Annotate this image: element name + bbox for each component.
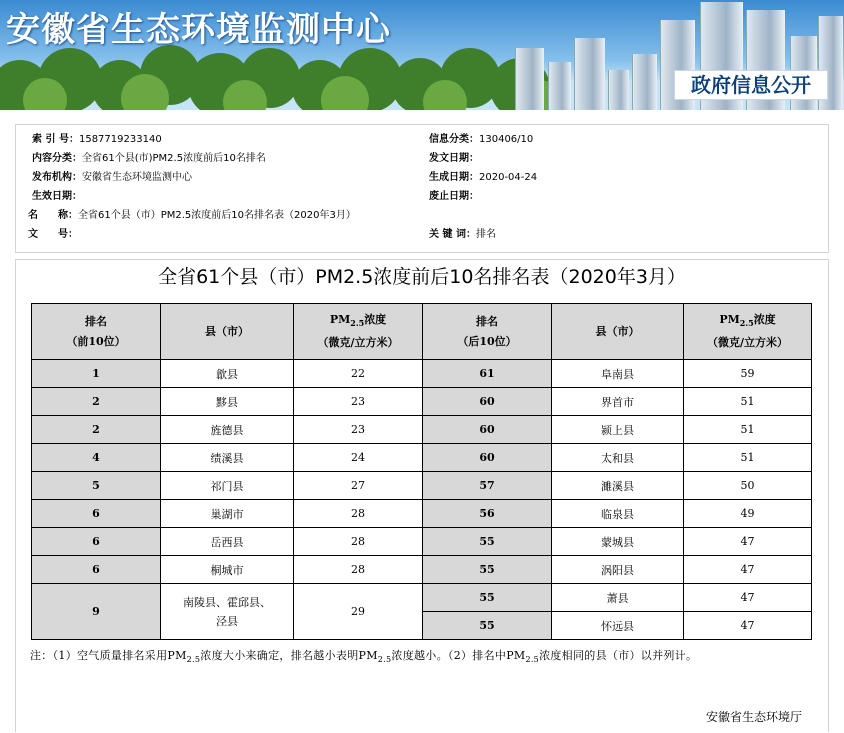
county-cell: 怀远县 — [552, 612, 684, 640]
value-cell: 28 — [294, 500, 423, 528]
header-pm25: $PM_{2.5}$浓度 （微克/立方米） — [294, 304, 423, 360]
document-info-box — [15, 124, 829, 253]
value-cell: 24 — [294, 444, 423, 472]
county-cell: 濉溪县 — [552, 472, 684, 500]
info-doc-number: 文 号： — [28, 229, 78, 240]
info-category: 信息分类：130406/10 — [429, 134, 534, 145]
table-row — [32, 556, 812, 584]
header-pm25: $PM_{2.5}$浓度 （微克/立方米） — [684, 304, 812, 360]
table-row — [32, 416, 812, 444]
header-county: 县（市） — [161, 304, 294, 360]
table-header-row — [32, 304, 812, 360]
value-cell: 51 — [684, 388, 812, 416]
rank-cell: 1 — [32, 360, 161, 388]
county-cell: 南陵县、霍邱县、 泾县 — [161, 584, 294, 640]
county-cell: 岳西县 — [161, 528, 294, 556]
rank-cell: 6 — [32, 528, 161, 556]
building — [632, 54, 657, 110]
table-row — [32, 360, 812, 388]
rank-cell: 2 — [32, 416, 161, 444]
county-cell: 临泉县 — [552, 500, 684, 528]
county-cell: 太和县 — [552, 444, 684, 472]
info-index: 索 引 号：1587719233140 — [32, 134, 162, 145]
footnote: 注：（1）空气质量排名采用$PM_{2.5}$浓度大小来确定，排名越小表明$PM_{2.5}$浓度越小。（2）排名中$PM_{2.5}$浓度相同的县（市）以并列计。 — [30, 649, 698, 665]
value-cell: 51 — [684, 416, 812, 444]
value-cell: 47 — [684, 528, 812, 556]
rank-cell: 60 — [423, 416, 552, 444]
rank-cell: 55 — [423, 528, 552, 556]
header-county: 县（市） — [552, 304, 684, 360]
rank-cell: 2 — [32, 388, 161, 416]
value-cell: 27 — [294, 472, 423, 500]
table-title: 全省61个县（市）PM2.5浓度前后10名排名表（2020年3月） — [158, 266, 686, 288]
info-content-type: 内容分类：全省61个县(市)PM2.5浓度前后10名排名 — [32, 153, 266, 164]
county-cell: 黟县 — [161, 388, 294, 416]
info-keywords: 关 键 词：排名 — [429, 229, 496, 240]
value-cell: 23 — [294, 388, 423, 416]
rank-cell: 61 — [423, 360, 552, 388]
value-cell: 47 — [684, 612, 812, 640]
header-rank-bottom: 排名 （后10位） — [423, 304, 552, 360]
county-cell: 颍上县 — [552, 416, 684, 444]
county-cell: 阜南县 — [552, 360, 684, 388]
rank-cell: 6 — [32, 556, 161, 584]
value-cell: 29 — [294, 584, 423, 640]
info-issue-date: 发文日期： — [429, 153, 479, 164]
value-cell: 47 — [684, 584, 812, 612]
table-row — [32, 500, 812, 528]
info-name: 名 称：全省61个县（市）PM2.5浓度前后10名排名表（2020年3月） — [28, 210, 356, 221]
info-issuer: 发布机构：安徽省生态环境监测中心 — [32, 172, 192, 183]
rank-cell: 57 — [423, 472, 552, 500]
rank-cell: 55 — [423, 612, 552, 640]
site-title: 安徽省生态环境监测中心 — [6, 10, 391, 50]
value-cell: 49 — [684, 500, 812, 528]
rank-cell: 6 — [32, 500, 161, 528]
info-abolish-date: 废止日期： — [429, 191, 479, 202]
signature: 安徽省生态环境厅 — [706, 710, 803, 724]
rank-cell: 60 — [423, 444, 552, 472]
rank-cell: 55 — [423, 584, 552, 612]
value-cell: 23 — [294, 416, 423, 444]
value-cell: 47 — [684, 556, 812, 584]
value-cell: 50 — [684, 472, 812, 500]
table-row — [32, 584, 812, 612]
rank-cell: 55 — [423, 556, 552, 584]
table-row — [32, 528, 812, 556]
rank-cell: 4 — [32, 444, 161, 472]
county-cell: 歙县 — [161, 360, 294, 388]
value-cell: 51 — [684, 444, 812, 472]
table-row — [32, 472, 812, 500]
county-cell: 萧县 — [552, 584, 684, 612]
county-cell: 绩溪县 — [161, 444, 294, 472]
rank-cell: 5 — [32, 472, 161, 500]
building — [574, 38, 605, 110]
county-cell: 巢湖市 — [161, 500, 294, 528]
value-cell: 28 — [294, 528, 423, 556]
county-cell: 桐城市 — [161, 556, 294, 584]
header-banner — [0, 0, 844, 110]
header-rank-top: 排名 （前10位） — [32, 304, 161, 360]
rank-cell: 9 — [32, 584, 161, 640]
rank-cell: 60 — [423, 388, 552, 416]
county-cell: 旌德县 — [161, 416, 294, 444]
table-row — [32, 388, 812, 416]
building — [515, 48, 544, 110]
table-row — [32, 444, 812, 472]
info-effective-date: 生效日期： — [32, 191, 82, 202]
rank-cell: 56 — [423, 500, 552, 528]
county-cell: 涡阳县 — [552, 556, 684, 584]
county-cell: 界首市 — [552, 388, 684, 416]
site-subtitle: 政府信息公开 — [674, 70, 828, 100]
building — [608, 70, 629, 110]
value-cell: 59 — [684, 360, 812, 388]
county-cell: 蒙城县 — [552, 528, 684, 556]
value-cell: 28 — [294, 556, 423, 584]
info-generated-date: 生成日期：2020-04-24 — [429, 172, 538, 183]
building — [548, 62, 571, 110]
county-cell: 祁门县 — [161, 472, 294, 500]
ranking-table — [31, 303, 812, 640]
value-cell: 22 — [294, 360, 423, 388]
